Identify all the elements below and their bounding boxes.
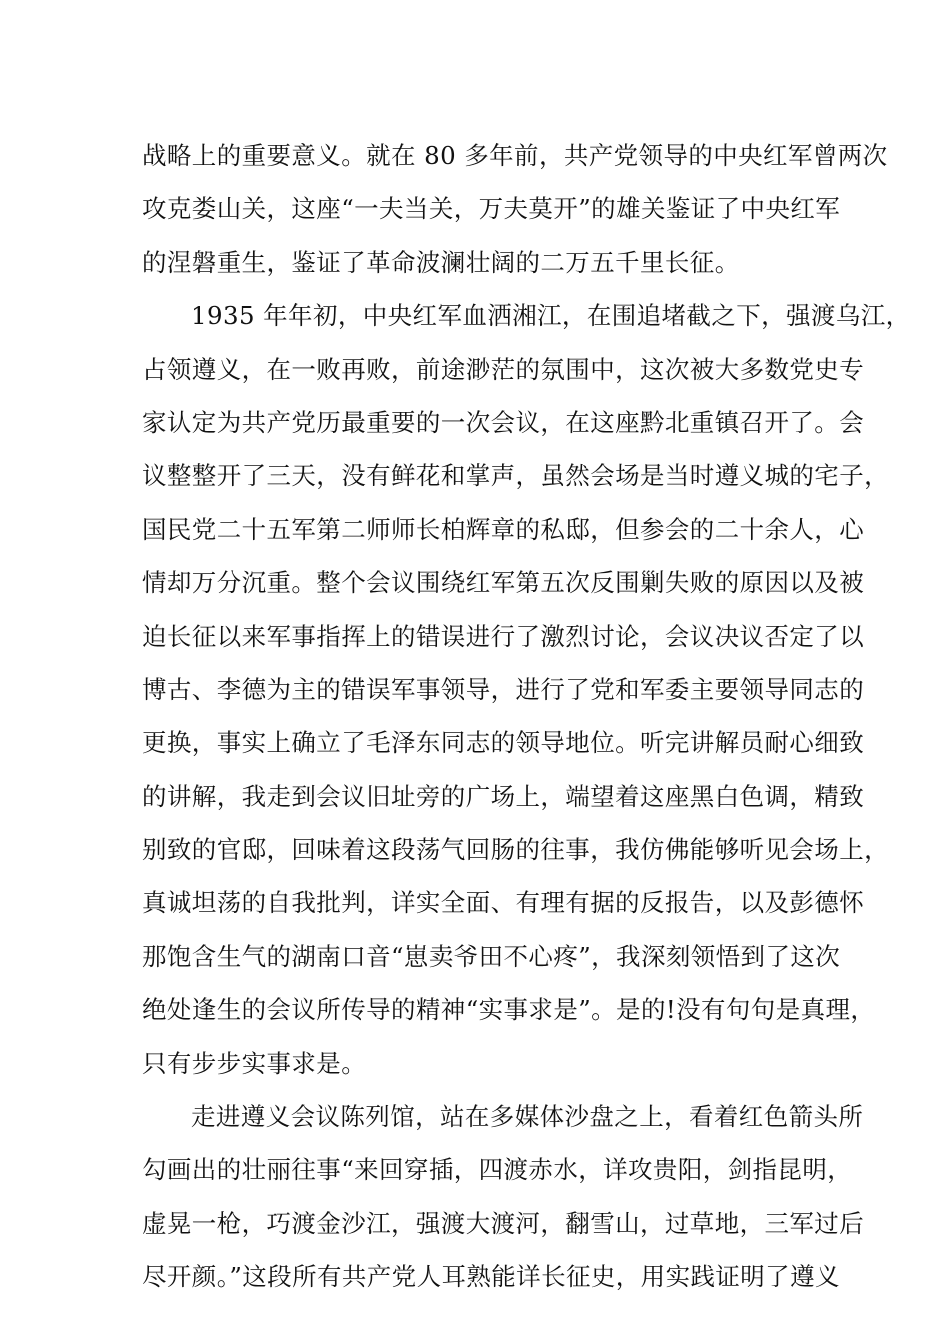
- text-line: 只有步步实事求是。: [142, 1048, 367, 1078]
- text-line: 战略上的重要意义。就在 80 多年前，共产党领导的中央红军曾两次: [142, 141, 888, 170]
- text-line: 更换，事实上确立了毛泽东同志的领导地位。听完讲解员耐心细致: [142, 728, 865, 758]
- text-line: 家认定为共产党历最重要的一次会议，在这座黔北重镇召开了。会: [142, 407, 865, 437]
- text-line: 议整整开了三天，没有鲜花和掌声，虽然会场是当时遵义城的宅子，: [142, 461, 889, 491]
- text-line: 走进遵义会议陈列馆，站在多媒体沙盘之上，看着红色箭头所: [191, 1102, 864, 1132]
- paragraph-2: [142, 289, 911, 1090]
- text-line: 虚晃一枪，巧渡金沙江，强渡大渡河，翻雪山，过草地，三军过后: [142, 1208, 865, 1238]
- text-line: 情却万分沉重。整个会议围绕红军第五次反围剿失败的原因以及被: [142, 568, 865, 598]
- text-line: 勾画出的壮丽往事“来回穿插，四渡赤水，详攻贵阳，剑指昆明，: [142, 1155, 853, 1185]
- text-line: 国民党二十五军第二师师长柏辉章的私邸，但参会的二十余人，心: [142, 514, 865, 544]
- text-line: 迫长征以来军事指挥上的错误进行了激烈讨论，会议决议否定了以: [142, 621, 865, 651]
- text-line: 别致的官邸，回味着这段荡气回肠的往事，我仿佛能够听见会场上，: [142, 835, 889, 865]
- text-line: 攻克娄山关，这座“一夫当关，万夫莫开”的雄关鉴证了中央红军: [142, 194, 841, 224]
- text-line: 那饱含生气的湖南口音“崽卖爷田不心疼”，我深刻领悟到了这次: [142, 941, 841, 971]
- text-line: 绝处逢生的会议所传导的精神“实事求是”。是的!没有句句是真理，: [142, 995, 876, 1025]
- text-line: 尽开颜。”这段所有共产党人耳熟能详长征史，用实践证明了遵义: [142, 1262, 840, 1292]
- body-text: [142, 129, 911, 1304]
- text-line: 的讲解，我走到会议旧址旁的广场上，端望着这座黑白色调，精致: [142, 781, 865, 811]
- paragraph-3: [142, 1090, 865, 1304]
- text-line: 占领遵义，在一败再败，前途渺茫的氛围中，这次被大多数党史专: [142, 354, 865, 384]
- text-line: 的涅磐重生，鉴证了革命波澜壮阔的二万五千里长征。: [142, 247, 740, 277]
- text-line: 1935 年年初，中央红军血洒湘江，在围追堵截之下，强渡乌江，: [191, 301, 911, 331]
- text-line: 真诚坦荡的自我批判，详实全面、有理有据的反报告，以及彭德怀: [142, 888, 865, 918]
- paragraph-1: [142, 129, 888, 289]
- text-line: 博古、李德为主的错误军事领导，进行了党和军委主要领导同志的: [142, 674, 865, 704]
